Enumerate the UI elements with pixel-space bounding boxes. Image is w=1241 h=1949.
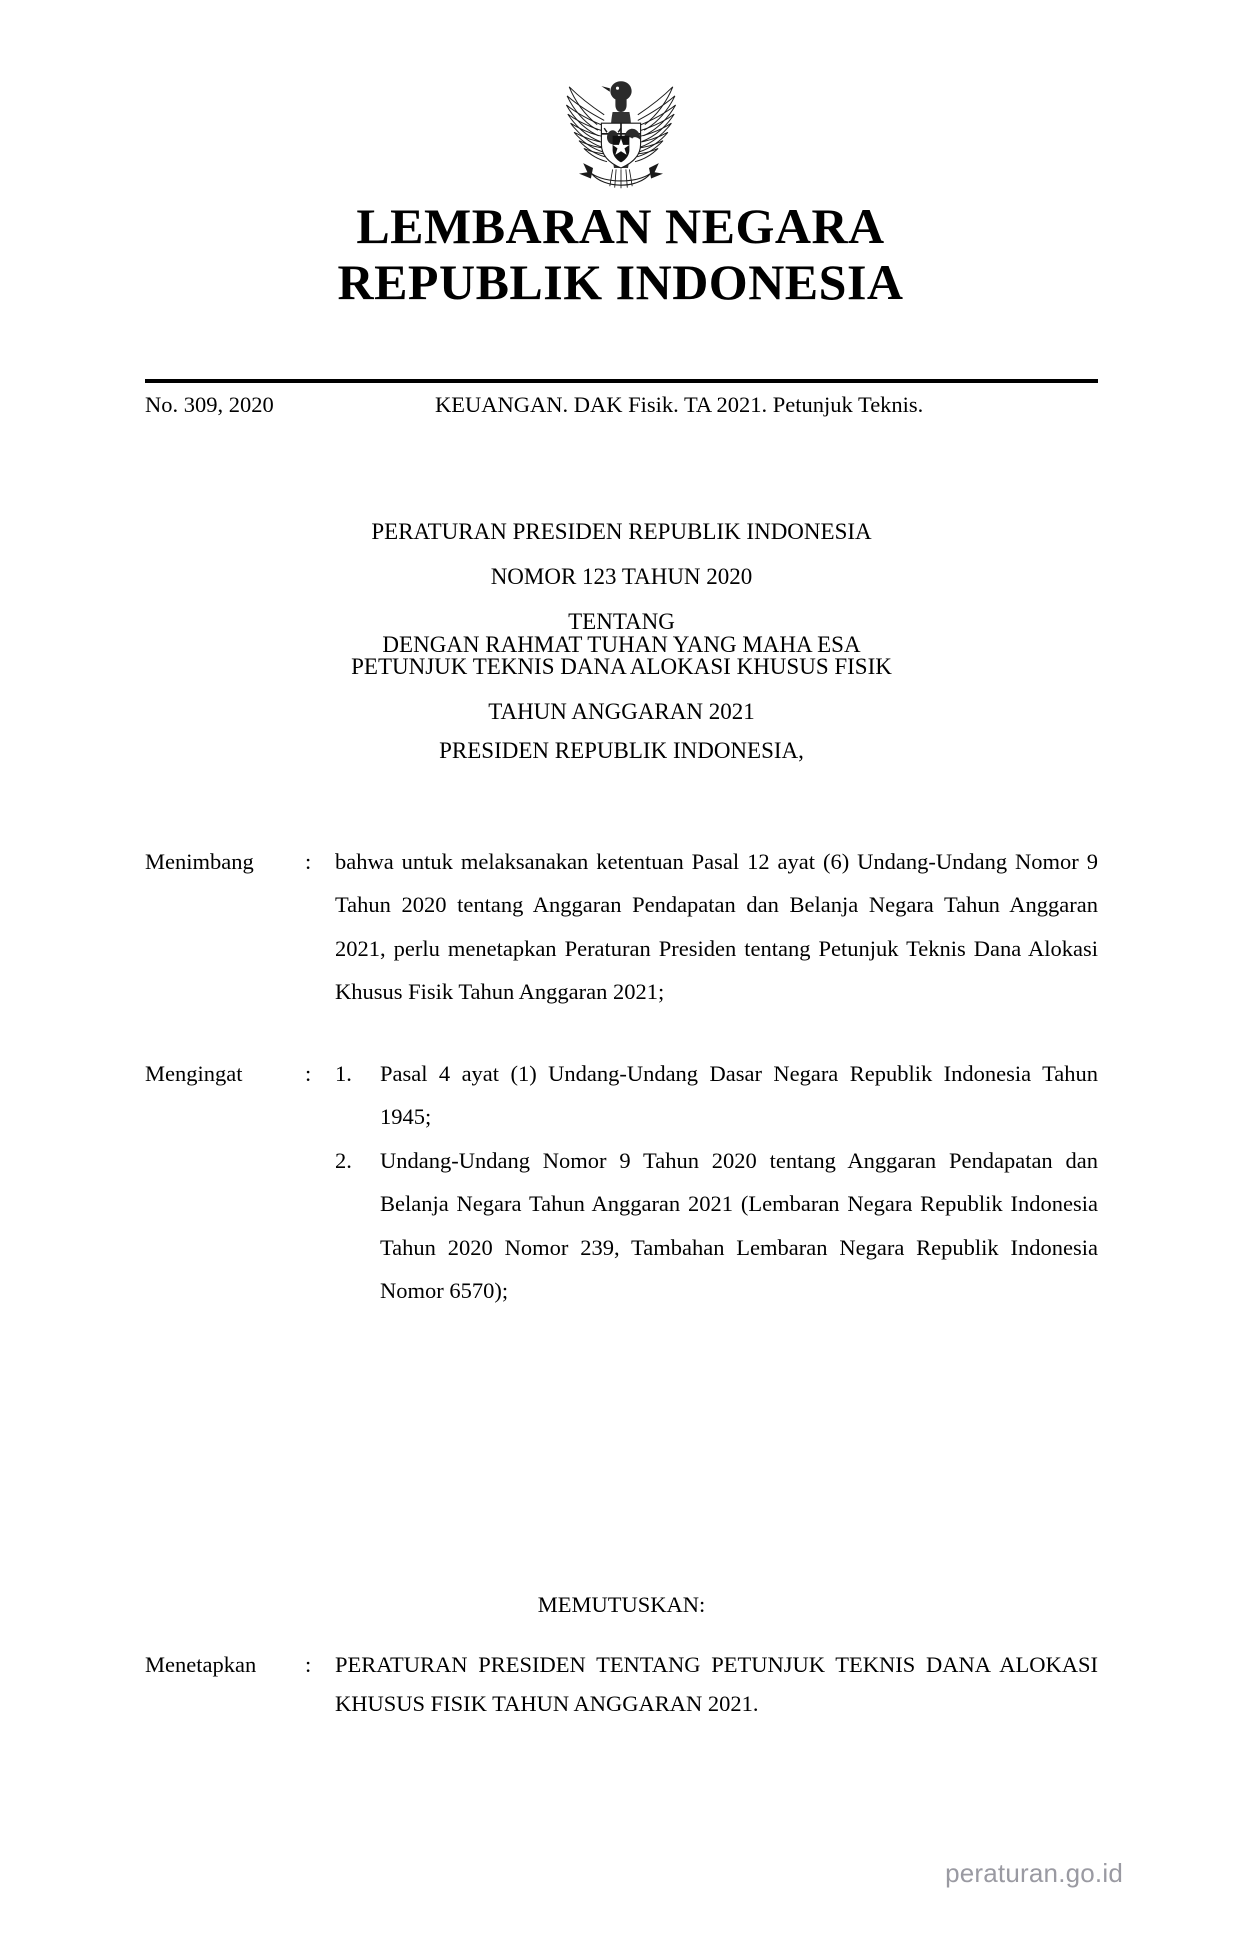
mengingat-item-2-number: 2.: [335, 1147, 352, 1173]
site-watermark: peraturan.go.id: [945, 1858, 1123, 1888]
list-item: [335, 1052, 1098, 1139]
gazette-header-row: [145, 389, 1098, 421]
list-item: [335, 1139, 1098, 1313]
gazette-subject: KEUANGAN. DAK Fisik. TA 2021. Petunjuk Teknis.: [435, 392, 924, 417]
mengingat-item-1-number: 1.: [335, 1061, 352, 1086]
mengingat-colon: :: [305, 1061, 312, 1086]
clause-mengingat: [145, 1052, 1098, 1313]
title-line-4: PETUNJUK TEKNIS DANA ALOKASI KHUSUS FISIK: [351, 654, 892, 679]
masthead-title: [0, 198, 1241, 310]
clause-menimbang: [145, 840, 1098, 1014]
title-line-1: PERATURAN PRESIDEN REPUBLIK INDONESIA: [371, 519, 872, 544]
mengingat-label: Mengingat: [145, 1061, 243, 1086]
blessing-line: DENGAN RAHMAT TUHAN YANG MAHA ESA: [382, 632, 861, 657]
presiden-line: PRESIDEN REPUBLIK INDONESIA,: [439, 738, 804, 763]
menimbang-label: Menimbang: [145, 849, 254, 874]
menimbang-colon: :: [305, 849, 312, 874]
gazette-number: No. 309, 2020: [145, 392, 274, 417]
menetapkan-colon: :: [305, 1652, 312, 1677]
title-line-5: TAHUN ANGGARAN 2021: [488, 699, 755, 724]
emblem-container: [0, 62, 1241, 202]
title-line-2: NOMOR 123 TAHUN 2020: [490, 564, 753, 589]
masthead-line-2: REPUBLIK INDONESIA: [337, 254, 904, 310]
mengingat-item-2-text: Undang-Undang Nomor 9 Tahun 2020 tentang Anggaran Pendapatan dan Belanja Negara Tahun Anggaran 2021 (Lembaran Negara Republik Indonesia Tahun 2020 Nomor 239, Tambahan Lembaran Negara Republik Indonesia Nomor 6570);: [380, 1147, 1098, 1304]
mengingat-list: [335, 1052, 1098, 1313]
menetapkan-body: PERATURAN PRESIDEN TENTANG PETUNJUK TEKNIS DANA ALOKASI KHUSUS FISIK TAHUN ANGGARAN 2021.: [335, 1652, 1098, 1717]
title-line-3: TENTANG: [568, 609, 675, 634]
memutuskan-heading: MEMUTUSKAN:: [537, 1592, 706, 1617]
menetapkan-label: Menetapkan: [145, 1652, 257, 1677]
mengingat-item-1-text: Pasal 4 ayat (1) Undang-Undang Dasar Negara Republik Indonesia Tahun 1945;: [380, 1061, 1098, 1130]
clause-menetapkan: [145, 1645, 1098, 1724]
menimbang-body: bahwa untuk melaksanakan ketentuan Pasal 12 ayat (6) Undang-Undang Nomor 9 Tahun 2020 tentang Anggaran Pendapatan dan Belanja Negara Tahun Anggaran 2021, perlu menetapkan Peraturan Presiden tentang Petunjuk Teknis Dana Alokasi Khusus Fisik Tahun Anggaran 2021;: [335, 849, 1098, 1005]
garuda-pancasila-icon: [551, 62, 691, 197]
masthead-line-1: LEMBARAN NEGARA: [356, 198, 885, 254]
regulation-title-block: [145, 520, 1098, 723]
masthead-divider: [145, 379, 1098, 383]
